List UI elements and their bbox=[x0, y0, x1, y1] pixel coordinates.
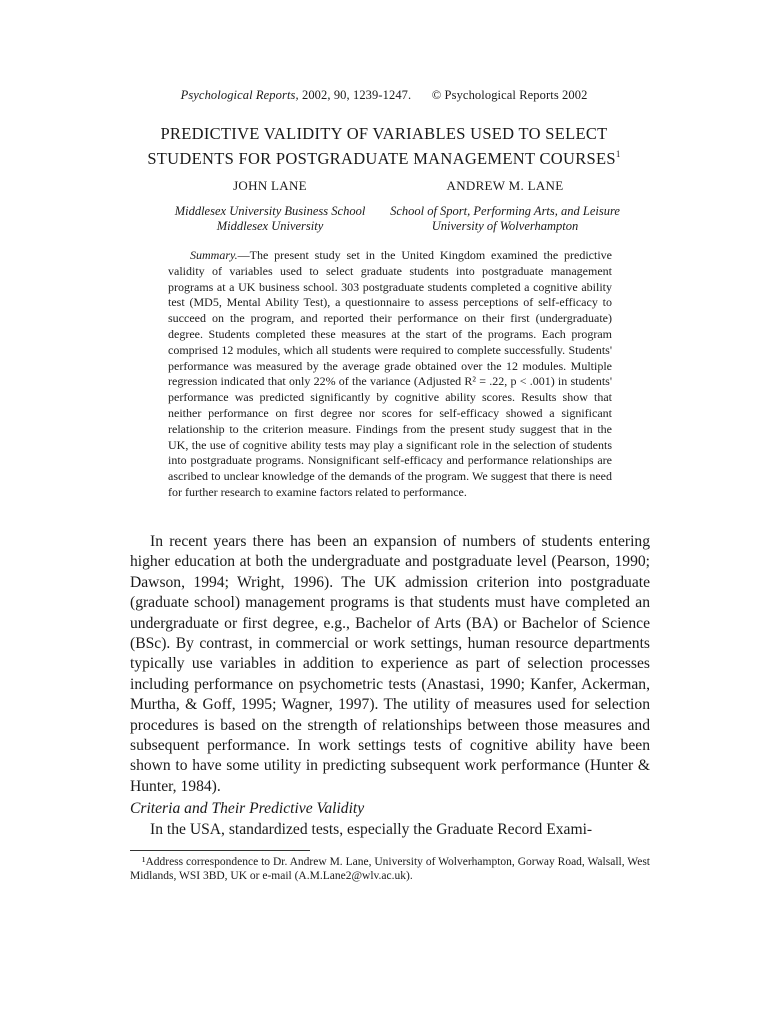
article-body bbox=[130, 532, 650, 840]
body-paragraph-2: In the USA, standardized tests, especially the Graduate Record Exami- bbox=[150, 820, 593, 838]
footnote: ¹Address correspondence to Dr. Andrew M. Lane, University of Wolverhampton, Gorway Road, Walsall, West Midlands, WSI 3BD, UK or e-mail (A.M.Lane2@wlv.ac.uk). bbox=[130, 856, 650, 882]
author-2-affiliation-1: School of Sport, Performing Arts, and Leisure bbox=[390, 204, 620, 218]
title-footnote-marker: 1 bbox=[615, 149, 621, 159]
title-line-1: PREDICTIVE VALIDITY OF VARIABLES USED TO SELECT bbox=[160, 124, 608, 143]
author-1 bbox=[150, 178, 390, 234]
author-1-name: JOHN LANE bbox=[233, 178, 307, 193]
author-1-affiliation-2: Middlesex University bbox=[216, 219, 324, 233]
article-title bbox=[100, 124, 668, 169]
journal-name: Psychological Reports, bbox=[180, 88, 299, 102]
author-2-affiliation-2: University of Wolverhampton bbox=[431, 219, 579, 233]
body-paragraph-1: In recent years there has been an expansion of numbers of students entering higher education at both the undergraduate and postgraduate level (Pearson, 1990; Dawson, 1994; Wright, 1996). The UK admission criterion into postgraduate (graduate school) management programs is that students must have completed an undergraduate or first degree, e.g., Bachelor of Arts (BA) or Bachelor of Science (BSc). By contrast, in commercial or work settings, human resource departments typically use variables in addition to experience as part of selection processes including performance on psychometric tests (Anastasi, 1990; Kanfer, Ackerman, Murtha, & Goff, 1995; Wagner, 1997). The utility of measures used for selection procedures is based on the strength of relationships between those measures and subsequent performance. In work settings tests of cognitive ability have been shown to have some utility in predicting subsequent work performance (Hunter & Hunter, 1984). bbox=[130, 533, 650, 795]
citation: 2002, 90, 1239-1247. bbox=[301, 88, 412, 102]
title-line-2 bbox=[100, 144, 668, 169]
abstract bbox=[168, 248, 612, 501]
author-2-name: ANDREW M. LANE bbox=[446, 178, 564, 193]
author-1-affiliation-1: Middlesex University Business School bbox=[174, 204, 366, 218]
copyright-notice: © Psychological Reports 2002 bbox=[431, 88, 588, 102]
abstract-lead: Summary. bbox=[190, 248, 238, 262]
running-header bbox=[0, 88, 768, 103]
abstract-text: —The present study set in the United Kingdom examined the predictive validity of variables used to select graduate students into postgraduate management programs at a UK business school. 303 postgraduate students completed a cognitive ability test (MD5, Mental Ability Test), a questionnaire to assess perceptions of self-efficacy to succeed on the program, and reported their performance on their first (undergraduate) degree. Students completed these measures at the start of the programs. Each program comprised 12 modules, which all students were required to complete successfully. Students' performance was measured by the average grade obtained over the 12 modules. Multiple regression indicated that only 22% of the variance (Adjusted R² = .22, p < .001) in students' performance was predicted significantly by cognitive ability scores. Results show that neither performance on first degree nor scores for self-efficacy showed a significant relationship to the criterion measure. Findings from the present study suggest that in the UK, the use of cognitive ability tests may play a significant role in the selection of students into postgraduate programs. Nonsignificant self-efficacy and performance relationships are ascribed to unclear knowledge of the demands of the program. We suggest that there is need for further research to examine factors related to performance. bbox=[168, 248, 612, 499]
author-2 bbox=[380, 178, 630, 234]
section-heading: Criteria and Their Predictive Validity bbox=[130, 800, 365, 818]
title-line-2-text: STUDENTS FOR POSTGRADUATE MANAGEMENT COURSES bbox=[147, 149, 616, 168]
footnote-rule bbox=[130, 850, 310, 851]
